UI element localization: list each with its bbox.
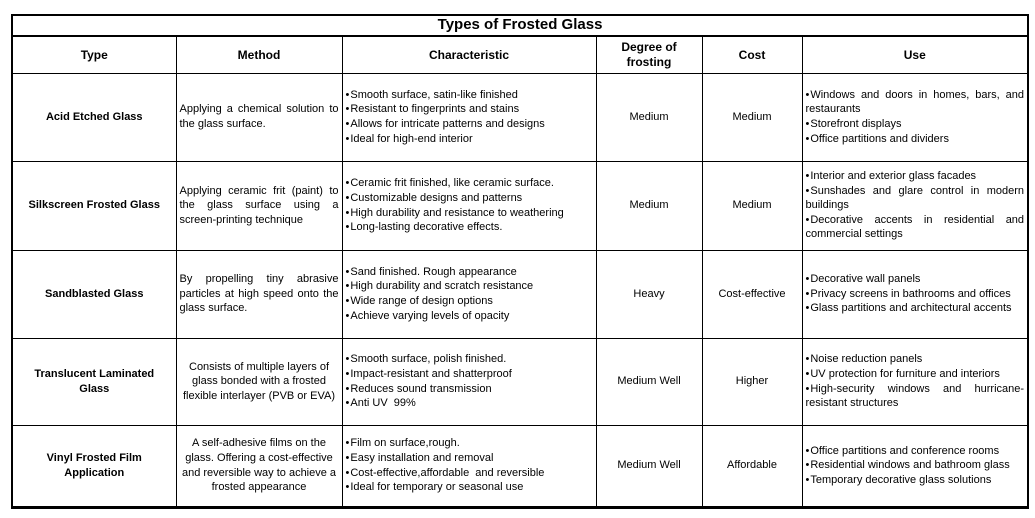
characteristic-item: • Customizable designs and patterns: [346, 191, 593, 206]
characteristic-item: • Smooth surface, polish finished.: [346, 352, 593, 367]
cell-degree: Medium Well: [596, 425, 702, 507]
characteristic-item: • Allows for intricate patterns and designs: [346, 117, 593, 132]
use-item: • Privacy screens in bathrooms and offices: [806, 287, 1025, 302]
cell-cost: Medium: [702, 161, 802, 250]
characteristic-item: • Sand finished. Rough appearance: [346, 265, 593, 280]
use-item: • Storefront displays: [806, 117, 1025, 132]
header-row: [12, 36, 1028, 73]
cell-method: A self-adhesive films on the glass. Offering a cost-effective and reversible way to achieve a frosted appearance: [176, 425, 342, 507]
cell-method: Applying ceramic frit (paint) to the glass surface using a screen-printing technique: [176, 161, 342, 250]
cell-type: Silkscreen Frosted Glass: [12, 161, 176, 250]
table-row: [12, 338, 1028, 425]
characteristic-item: • Achieve varying levels of opacity: [346, 309, 593, 324]
table-row: [12, 250, 1028, 338]
cell-use: [802, 425, 1028, 507]
cell-use: [802, 250, 1028, 338]
cell-cost: Medium: [702, 73, 802, 161]
characteristic-item: • High durability and resistance to weathering: [346, 206, 593, 221]
column-header-cost: Cost: [702, 36, 802, 73]
cell-degree: Medium Well: [596, 338, 702, 425]
cell-type: Sandblasted Glass: [12, 250, 176, 338]
characteristic-item: • Cost-effective,affordable and reversible: [346, 466, 593, 481]
use-item: • Windows and doors in homes, bars, and restaurants: [806, 88, 1025, 117]
cell-cost: Cost-effective: [702, 250, 802, 338]
cell-cost: Affordable: [702, 425, 802, 507]
column-header-use: Use: [802, 36, 1028, 73]
cell-method: Consists of multiple layers of glass bonded with a frosted flexible interlayer (PVB or EVA): [176, 338, 342, 425]
cell-type: Acid Etched Glass: [12, 73, 176, 161]
cell-cost: Higher: [702, 338, 802, 425]
title-row: [12, 15, 1028, 36]
characteristic-item: • Wide range of design options: [346, 294, 593, 309]
characteristic-item: • Impact-resistant and shatterproof: [346, 367, 593, 382]
cell-type: Vinyl Frosted Film Application: [12, 425, 176, 507]
cell-characteristic: [342, 338, 596, 425]
table-title: Types of Frosted Glass: [12, 15, 1028, 36]
cell-degree: Heavy: [596, 250, 702, 338]
use-item: • Temporary decorative glass solutions: [806, 473, 1025, 488]
cell-method: Applying a chemical solution to the glass surface.: [176, 73, 342, 161]
use-item: • Office partitions and conference rooms: [806, 444, 1025, 459]
use-item: • Residential windows and bathroom glass: [806, 458, 1025, 473]
cell-degree: Medium: [596, 73, 702, 161]
use-item: • Decorative accents in residential and commercial settings: [806, 213, 1025, 242]
column-header-type: Type: [12, 36, 176, 73]
column-header-degree: Degree of frosting: [596, 36, 702, 73]
use-item: • Noise reduction panels: [806, 352, 1025, 367]
table-row: [12, 425, 1028, 507]
characteristic-item: • Reduces sound transmission: [346, 382, 593, 397]
characteristic-item: • Ideal for high-end interior: [346, 132, 593, 147]
use-item: • UV protection for furniture and interiors: [806, 367, 1025, 382]
column-header-characteristic: Characteristic: [342, 36, 596, 73]
cell-characteristic: [342, 73, 596, 161]
cell-characteristic: [342, 161, 596, 250]
frosted-glass-table: [11, 14, 1029, 509]
cell-method: By propelling tiny abrasive particles at high speed onto the glass surface.: [176, 250, 342, 338]
table-row: [12, 73, 1028, 161]
cell-characteristic: [342, 250, 596, 338]
use-item: • Interior and exterior glass facades: [806, 169, 1025, 184]
use-item: • Decorative wall panels: [806, 272, 1025, 287]
column-header-method: Method: [176, 36, 342, 73]
characteristic-item: • Easy installation and removal: [346, 451, 593, 466]
characteristic-item: • Smooth surface, satin-like finished: [346, 88, 593, 103]
characteristic-item: • Resistant to fingerprints and stains: [346, 102, 593, 117]
cell-use: [802, 73, 1028, 161]
use-item: • Office partitions and dividers: [806, 132, 1025, 147]
use-item: • High-security windows and hurricane-resistant structures: [806, 382, 1025, 411]
cell-degree: Medium: [596, 161, 702, 250]
cell-type: Translucent Laminated Glass: [12, 338, 176, 425]
cell-characteristic: [342, 425, 596, 507]
use-item: • Sunshades and glare control in modern buildings: [806, 184, 1025, 213]
characteristic-item: • Ideal for temporary or seasonal use: [346, 480, 593, 495]
characteristic-item: • Long-lasting decorative effects.: [346, 220, 593, 235]
table-row: [12, 161, 1028, 250]
characteristic-item: • Anti UV 99%: [346, 396, 593, 411]
characteristic-item: • High durability and scratch resistance: [346, 279, 593, 294]
cell-use: [802, 338, 1028, 425]
cell-use: [802, 161, 1028, 250]
characteristic-item: • Ceramic frit finished, like ceramic surface.: [346, 176, 593, 191]
use-item: • Glass partitions and architectural accents: [806, 301, 1025, 316]
characteristic-item: • Film on surface,rough.: [346, 436, 593, 451]
